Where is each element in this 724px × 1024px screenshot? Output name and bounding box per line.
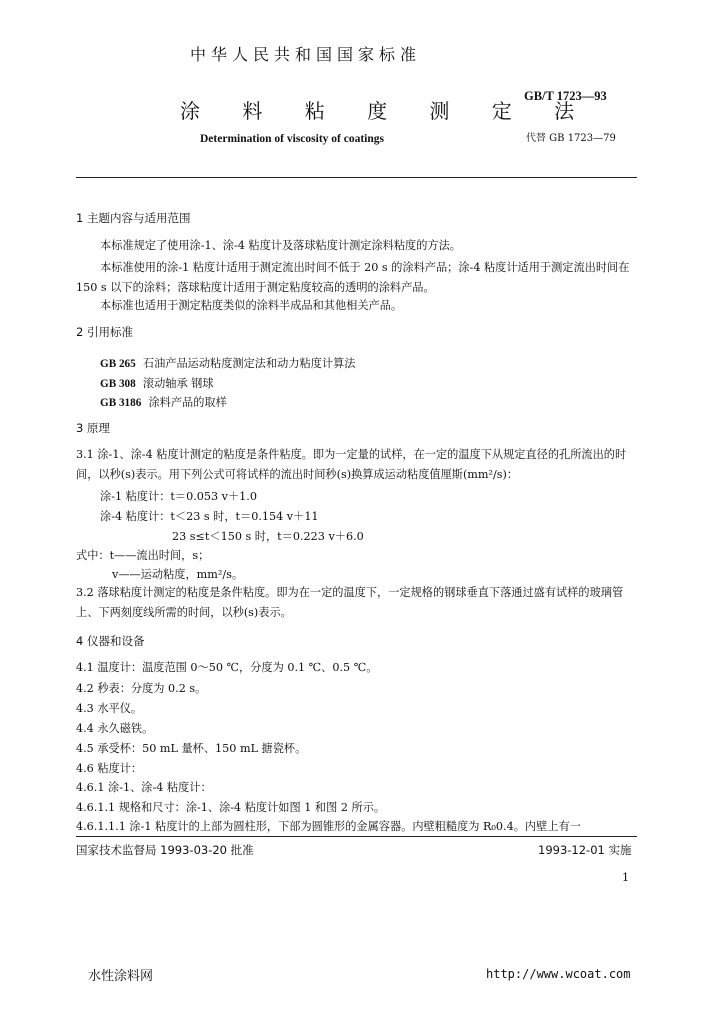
- site-name: 水性涂料网: [88, 969, 154, 984]
- reference-code: GB 308: [100, 378, 136, 390]
- reference-item: [100, 355, 355, 371]
- replaces-standard: 代替 GB 1723—79: [526, 133, 616, 144]
- reference-title: 石油产品运动粘度测定法和动力粘度计算法: [142, 357, 356, 370]
- section-3-2-paragraph: 3.2 落球粘度计测定的粘度是条件粘度。即为在一定的温度下，一定规格的钢球垂直下落通过盛有试样的玻璃管上、下两刻度线所需的时间，以秒(s)表示。: [76, 586, 624, 619]
- footer-divider: [76, 836, 637, 837]
- section-4-item: 4.1 温度计：温度范围 0～50 ℃，分度为 0.1 ℃、0.5 ℃。: [76, 661, 378, 674]
- formula-tu1: 涂-1 粘度计：t＝0.053 v＋1.0: [100, 490, 257, 503]
- section-4-heading: 4 仪器和设备: [76, 634, 145, 648]
- reference-title: 涂料产品的取样: [148, 396, 227, 409]
- reference-title: 滚动轴承 钢球: [142, 377, 214, 390]
- standard-code: GB/T 1723—93: [524, 89, 607, 103]
- formula-where-v: v——运动粘度，mm²/s。: [112, 568, 244, 581]
- site-url[interactable]: http://www.wcoat.com: [486, 967, 631, 981]
- reference-item: [100, 394, 227, 410]
- section-3-1-paragraph: 3.1 涂-1、涂-4 粘度计测定的粘度是条件粘度。即为一定量的试样，在一定的温度下从规定直径的孔所流出的时间，以秒(s)表示。用下列公式可将试样的流出时间秒(s)换算成运动粘度值厘斯(mm²/s)：: [76, 448, 627, 481]
- section-3-heading: 3 原理: [76, 421, 110, 435]
- national-standard-header: 中华人民共和国国家标准: [190, 45, 422, 64]
- reference-code: GB 265: [100, 358, 136, 370]
- section-4-item: 4.6.1.1 规格和尺寸：涂-1、涂-4 粘度计如图 1 和图 2 所示。: [76, 801, 386, 814]
- header-divider: [76, 177, 637, 178]
- page-number: 1: [622, 871, 630, 884]
- section-4-item: 4.6.1.1.1 涂-1 粘度计的上部为圆柱形，下部为圆锥形的金属容器。内壁粗糙度为 R₀0.4。内壁上有一: [76, 820, 581, 833]
- formula-tu4-a: 涂-4 粘度计：t＜23 s 时，t＝0.154 v＋11: [100, 510, 319, 523]
- implementation-date: 1993-12-01 实施: [538, 843, 632, 857]
- formula-where-t: 式中：t——流出时间，s；: [76, 549, 210, 562]
- reference-code: GB 3186: [100, 397, 142, 409]
- section-1-paragraph-2: 本标准使用的涂-1 粘度计适用于测定流出时间不低于 20 s 的涂料产品；涂-4 粘度计适用于测定流出时间在 150 s 以下的涂料；落球粘度计适用于测定粘度较高的透明的涂料产品。: [76, 261, 630, 294]
- approval-date: 国家技术监督局 1993-03-20 批准: [76, 843, 254, 857]
- section-4-item: 4.4 永久磁铁。: [76, 722, 154, 735]
- section-1-paragraph-3: 本标准也适用于测定粘度类似的涂料半成品和其他相关产品。: [100, 299, 403, 312]
- formula-tu4-b: 23 s≤t＜150 s 时，t＝0.223 v＋6.0: [172, 530, 364, 543]
- section-1-paragraph-1: 本标准规定了使用涂-1、涂-4 粘度计及落球粘度计测定涂料粘度的方法。: [100, 239, 461, 252]
- section-4-item: 4.6 粘度计：: [76, 762, 143, 775]
- section-1-heading: 1 主题内容与适用范围: [76, 211, 191, 225]
- english-title: Determination of viscosity of coatings: [200, 133, 384, 145]
- document-title: 涂 料 粘 度 测 定 法: [180, 99, 593, 123]
- reference-item: [100, 375, 214, 391]
- section-4-item: 4.3 水平仪。: [76, 702, 143, 715]
- section-4-item: 4.5 承受杯：50 mL 量杯、150 mL 搪瓷杯。: [76, 742, 307, 755]
- section-2-heading: 2 引用标准: [76, 325, 133, 339]
- section-4-item: 4.6.1 涂-1、涂-4 粘度计：: [76, 781, 212, 794]
- section-4-item: 4.2 秒表：分度为 0.2 s。: [76, 682, 207, 695]
